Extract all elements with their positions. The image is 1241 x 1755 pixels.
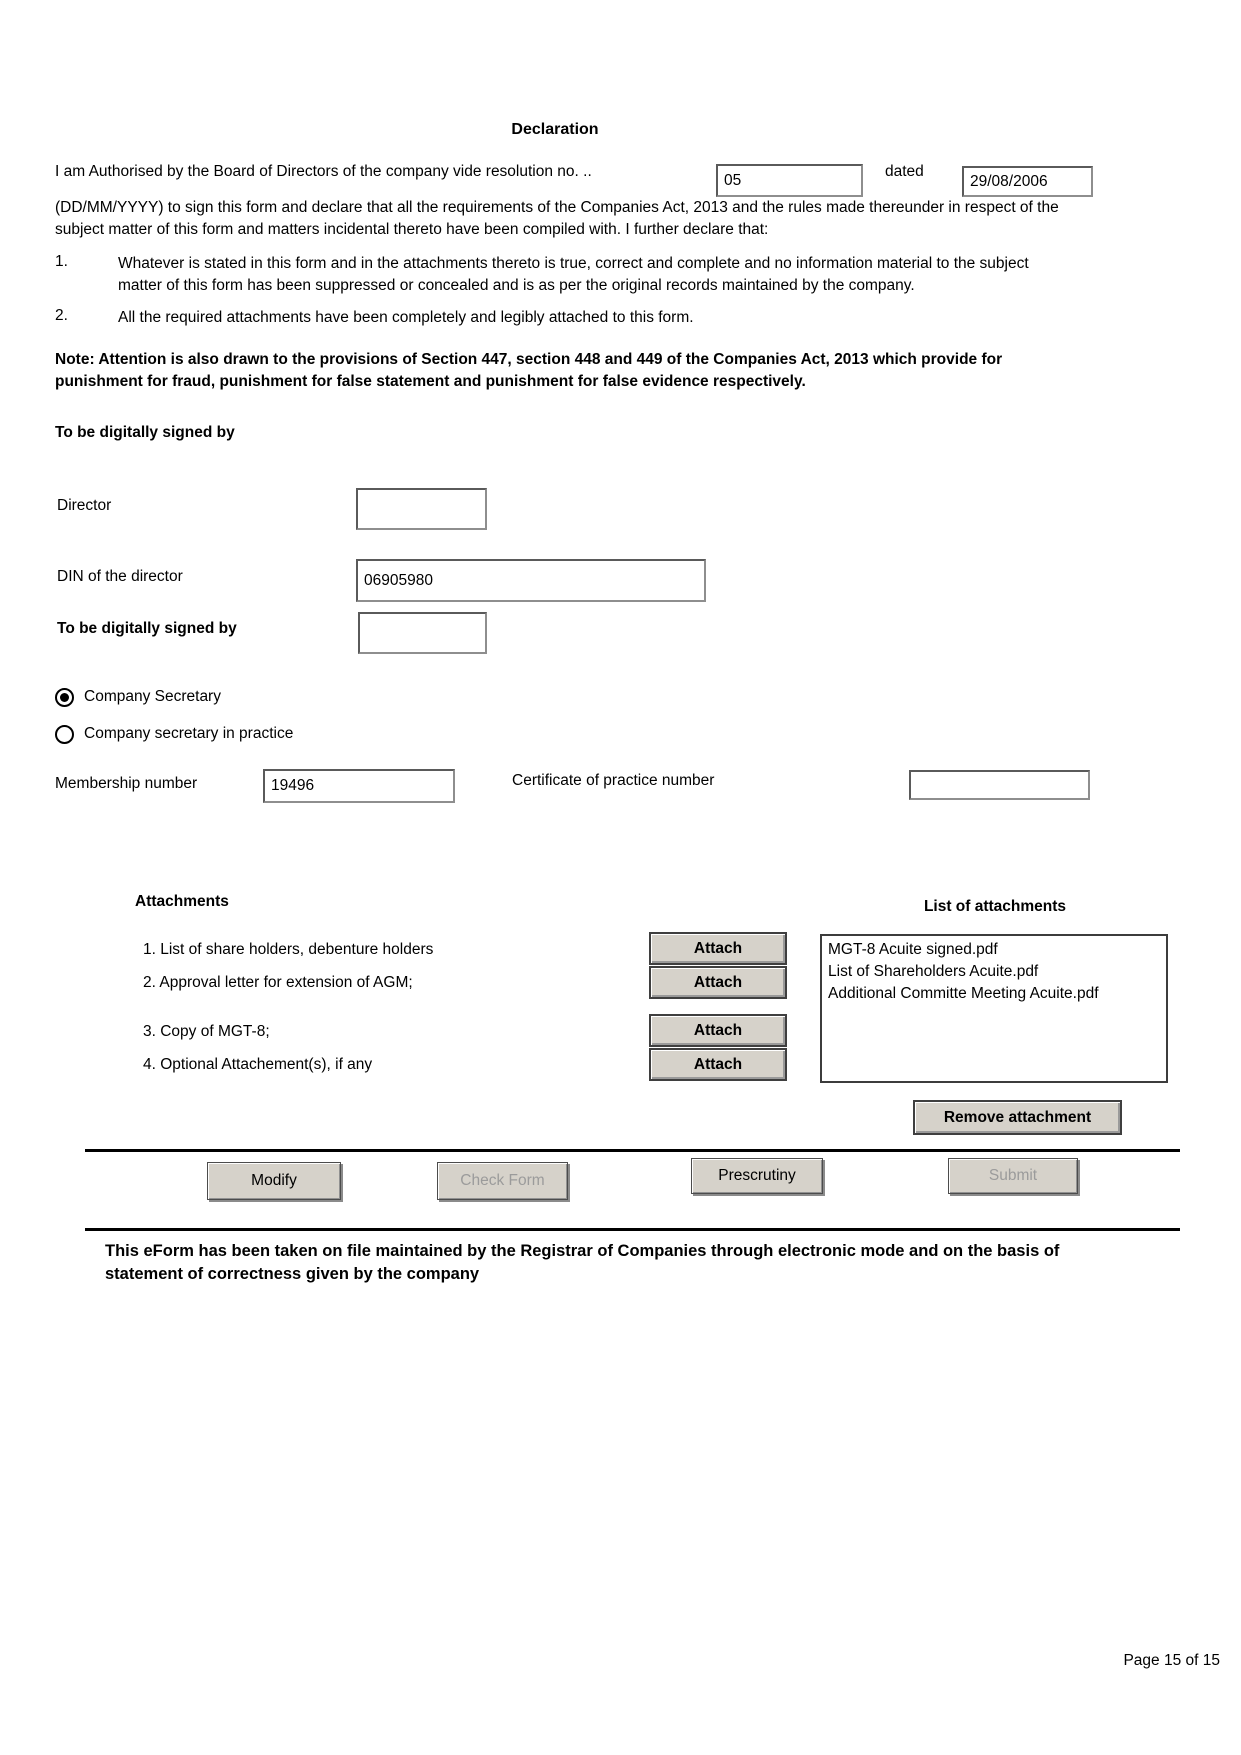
din-input[interactable] [356,559,706,602]
attachment-list-box[interactable] [820,934,1168,1083]
attach-button-1[interactable]: Attach [649,932,787,965]
radio-company-secretary[interactable] [55,688,74,707]
attachment-item-label: 4. Optional Attachement(s), if any [143,1056,373,1073]
separator-line [85,1228,1180,1231]
secretary-signature-box[interactable] [358,612,487,654]
remove-attachment-button[interactable]: Remove attachment [913,1100,1122,1135]
declaration-item-number: 1. [55,253,68,270]
radio-company-secretary-in-practice-label: Company secretary in practice [84,725,294,742]
resolution-number-input[interactable] [716,164,863,197]
page-number: Page 15 of 15 [1123,1652,1220,1669]
signed-by-heading-1: To be digitally signed by [55,424,235,441]
attachment-file[interactable]: Additional Committe Meeting Acuite.pdf [828,985,1099,1002]
director-signature-box[interactable] [356,488,487,530]
attachment-item-label: 2. Approval letter for extension of AGM; [143,974,413,991]
attach-button-3[interactable]: Attach [649,1014,787,1047]
resolution-label: I am Authorised by the Board of Directors of the company vide resolution no. .. [55,163,592,180]
separator-line [85,1149,1180,1152]
signed-by-heading-2: To be digitally signed by [57,620,237,637]
attach-button-2[interactable]: Attach [649,966,787,999]
attachments-heading: Attachments [135,893,229,910]
attachment-file[interactable]: MGT-8 Acuite signed.pdf [828,941,998,958]
certificate-of-practice-input[interactable] [909,770,1090,800]
page-title: Declaration [511,121,599,138]
dated-input[interactable] [962,166,1093,197]
membership-number-input[interactable] [263,769,455,803]
check-form-button[interactable]: Check Form [437,1162,568,1200]
attach-button-4[interactable]: Attach [649,1048,787,1081]
director-label: Director [57,497,112,514]
declaration-item-text: All the required attachments have been completely and legibly attached to this form. [118,309,694,326]
attachment-item-label: 3. Copy of MGT-8; [143,1023,270,1040]
declaration-item-text: Whatever is stated in this form and in the attachments thereto is true, correct and complete and no information material to the subject matter of this form has been suppressed or concealed and is as per the original records maintained by the company. [118,255,1029,294]
din-label: DIN of the director [57,568,183,585]
prescrutiny-button[interactable]: Prescrutiny [691,1158,823,1194]
eform-footer-note: This eForm has been taken on file maintained by the Registrar of Companies through electronic mode and on the basis of statement of correctness given by the company [105,1242,1060,1283]
declaration-intro: (DD/MM/YYYY) to sign this form and declare that all the requirements of the Companies Act, 2013 and the rules made thereunder in respect of the subject matter of this form and matters incidental thereto have been compiled with. I further declare that: [55,199,1059,238]
list-of-attachments-heading: List of attachments [923,898,1067,915]
attachment-file[interactable]: List of Shareholders Acuite.pdf [828,963,1039,980]
radio-company-secretary-in-practice[interactable] [55,725,74,744]
certificate-of-practice-label: Certificate of practice number [512,772,715,789]
declaration-item-number: 2. [55,307,68,324]
modify-button[interactable]: Modify [207,1162,341,1200]
dated-label: dated [885,163,924,180]
attachment-item-label: 1. List of share holders, debenture holders [143,941,434,958]
note-text: Note: Attention is also drawn to the provisions of Section 447, section 448 and 449 of the Companies Act, 2013 which provide for punishment for fraud, punishment for false statement and punishment for false evidence respectively. [55,351,1003,390]
submit-button[interactable]: Submit [948,1158,1078,1194]
radio-company-secretary-label: Company Secretary [84,688,221,705]
membership-number-label: Membership number [55,775,198,792]
